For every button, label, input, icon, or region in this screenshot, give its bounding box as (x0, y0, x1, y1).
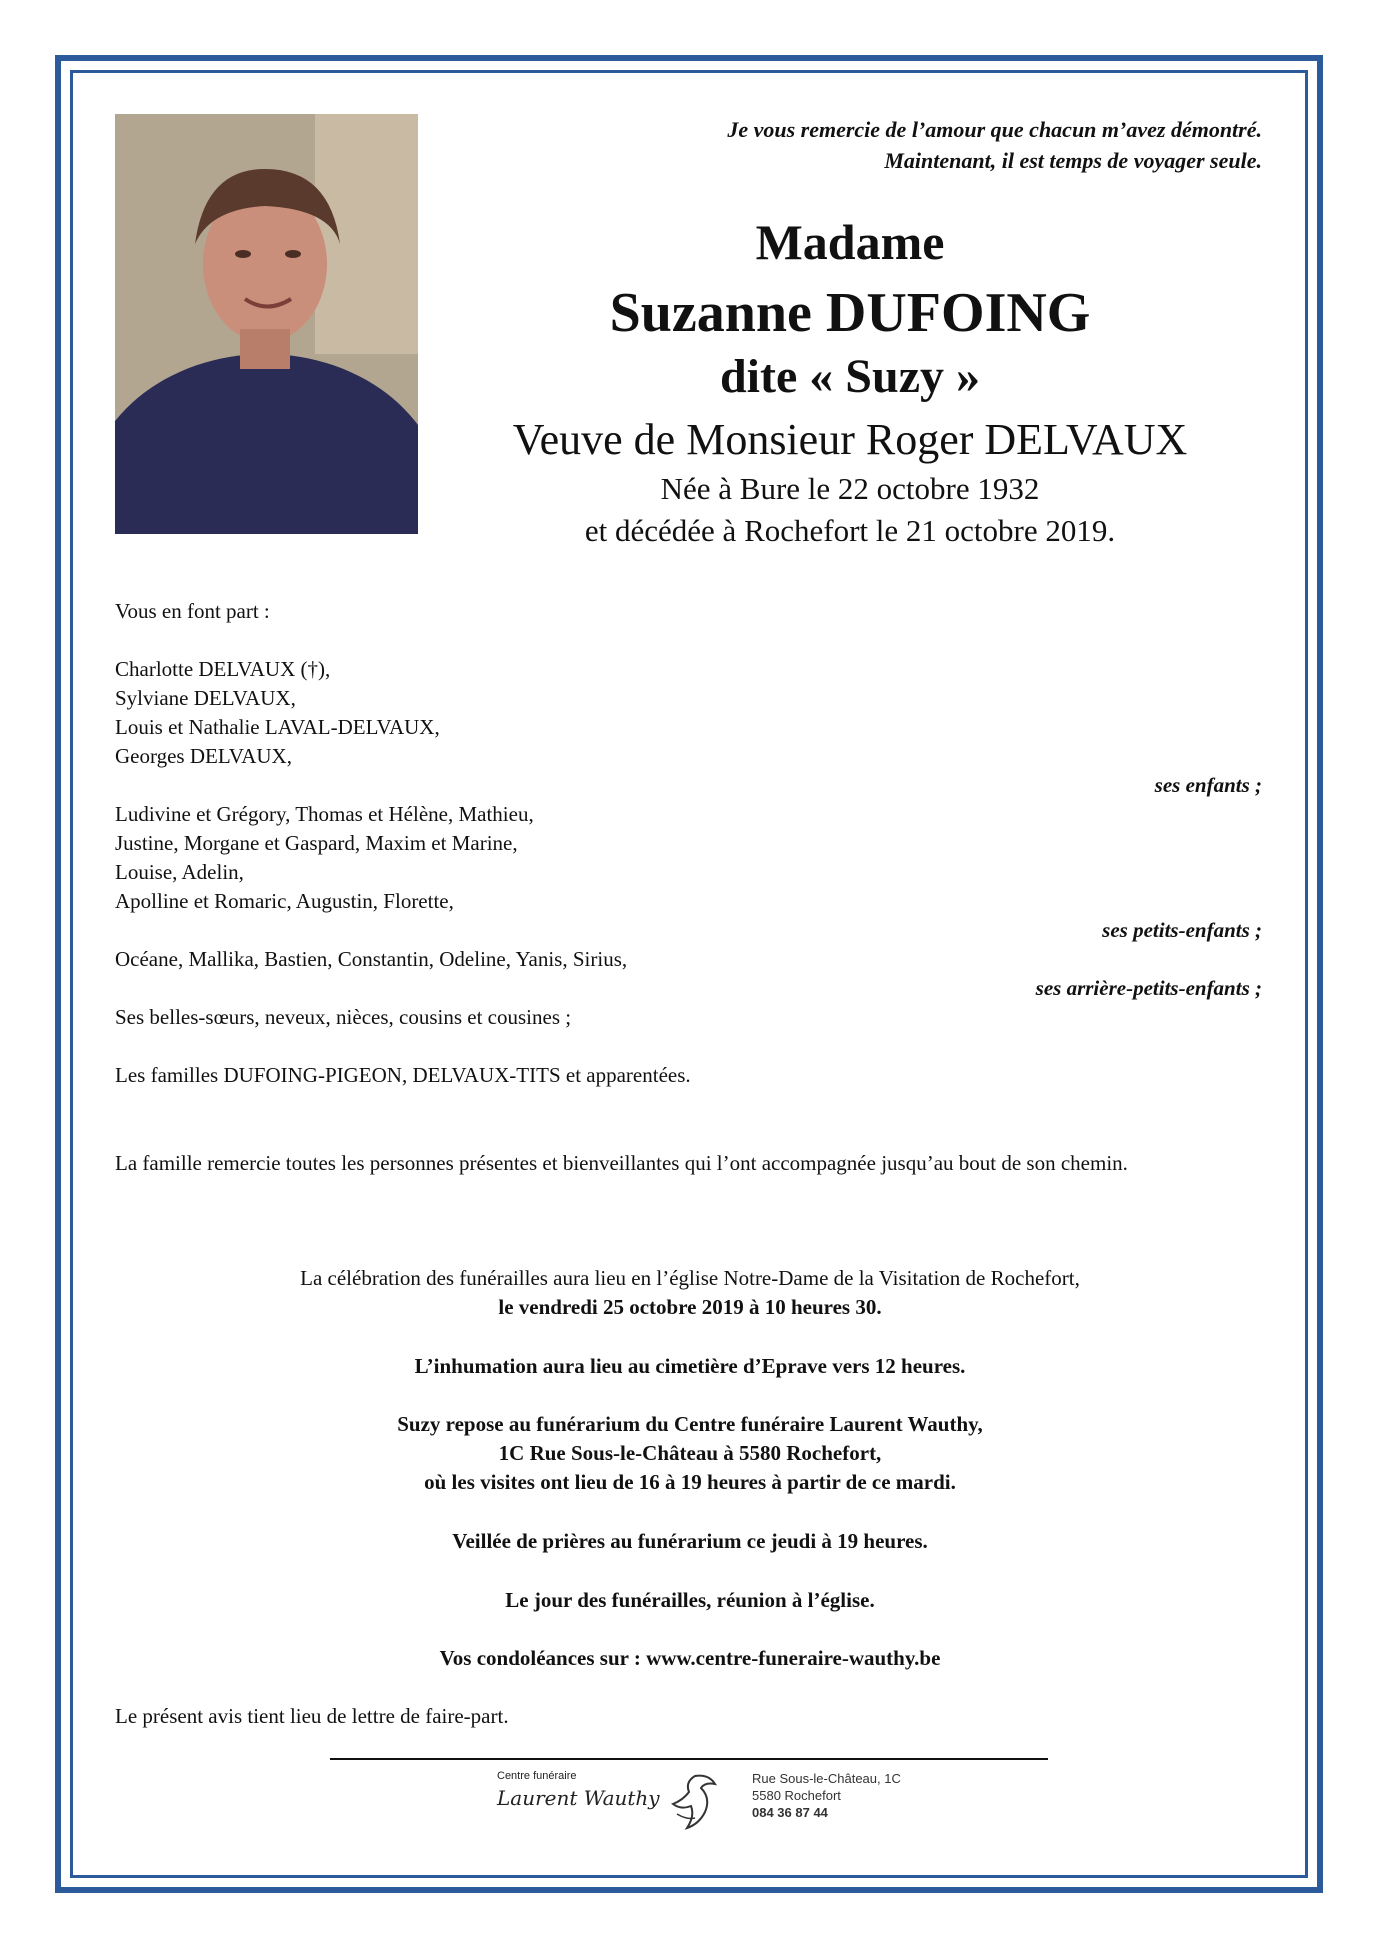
families: Les familles DUFOING-PIGEON, DELVAUX-TITS et apparentées. (115, 1063, 691, 1087)
rest-line-1: Suzy repose au funérarium du Centre funéraire Laurent Wauthy, (397, 1412, 983, 1436)
list-item: Louis et Nathalie LAVAL-DELVAUX, (115, 715, 440, 739)
footer-address-2: 5580 Rochefort (752, 1788, 841, 1803)
footer-divider (330, 1758, 1048, 1760)
rest-info (115, 1410, 1265, 1497)
deceased-name: Suzanne DUFOING (609, 282, 1091, 344)
burial: L’inhumation aura lieu au cimetière d’Eprave vers 12 heures. (414, 1354, 966, 1378)
great-grandchildren: Océane, Mallika, Bastien, Constantin, Odeline, Yanis, Sirius, (115, 947, 628, 971)
dove-logo-icon (665, 1768, 721, 1832)
thanks-paragraph: La famille remercie toutes les personnes présentes et bienveillantes qui l’ont accompagnée jusqu’au bout de son chemin. (115, 1151, 1128, 1175)
condolences: Vos condoléances sur : www.centre-funeraire-wauthy.be (439, 1646, 941, 1670)
grandchildren-role: ses petits-enfants ; (1102, 918, 1262, 942)
list-item: Louise, Adelin, (115, 860, 244, 884)
great-grandchildren-role: ses arrière-petits-enfants ; (1035, 976, 1262, 1000)
rest-line-3: où les visites ont lieu de 16 à 19 heures à partir de ce mardi. (424, 1470, 956, 1494)
list-item: Apolline et Romaric, Augustin, Florette, (115, 889, 454, 913)
notice: Le présent avis tient lieu de lettre de faire-part. (115, 1704, 509, 1728)
ceremony (115, 1264, 1265, 1322)
children-list (115, 655, 440, 771)
list-item: Georges DELVAUX, (115, 744, 292, 768)
ceremony-date: le vendredi 25 octobre 2019 à 10 heures 30. (498, 1295, 882, 1319)
logo-wordmark: Laurent Wauthy (497, 1786, 660, 1810)
rest-line-2: 1C Rue Sous-le-Château à 5580 Rochefort, (498, 1441, 882, 1465)
announce: Vous en font part : (115, 599, 270, 623)
meeting: Le jour des funérailles, réunion à l’église. (505, 1588, 875, 1612)
footer-phone: 084 36 87 44 (752, 1805, 828, 1820)
birth-line: Née à Bure le 22 octobre 1932 (660, 471, 1040, 506)
logo-caption: Centre funéraire (497, 1770, 577, 1782)
quote (502, 114, 1262, 176)
list-item: Sylviane DELVAUX, (115, 686, 296, 710)
vigil: Veillée de prières au funérarium ce jeudi à 19 heures. (452, 1529, 928, 1553)
quote-line-2: Maintenant, il est temps de voyager seule. (884, 148, 1262, 173)
grandchildren-list (115, 800, 534, 916)
nickname: dite « Suzy » (719, 350, 980, 403)
list-item: Justine, Morgane et Gaspard, Maxim et Marine, (115, 831, 518, 855)
title: Madame (755, 214, 945, 270)
list-item: Ludivine et Grégory, Thomas et Hélène, Mathieu, (115, 802, 534, 826)
in-laws: Ses belles-sœurs, neveux, nièces, cousins et cousines ; (115, 1005, 572, 1029)
footer-address-1: Rue Sous-le-Château, 1C (752, 1771, 901, 1786)
portrait-photo (115, 114, 418, 534)
death-line: et décédée à Rochefort le 21 octobre 2019. (584, 513, 1116, 548)
quote-line-1: Je vous remercie de l’amour que chacun m’avez démontré. (727, 117, 1262, 142)
list-item: Charlotte DELVAUX (†), (115, 657, 331, 681)
widow-line: Veuve de Monsieur Roger DELVAUX (512, 415, 1188, 464)
ceremony-line-1: La célébration des funérailles aura lieu en l’église Notre-Dame de la Visitation de Rochefort, (300, 1266, 1080, 1290)
children-role: ses enfants ; (1154, 773, 1262, 797)
